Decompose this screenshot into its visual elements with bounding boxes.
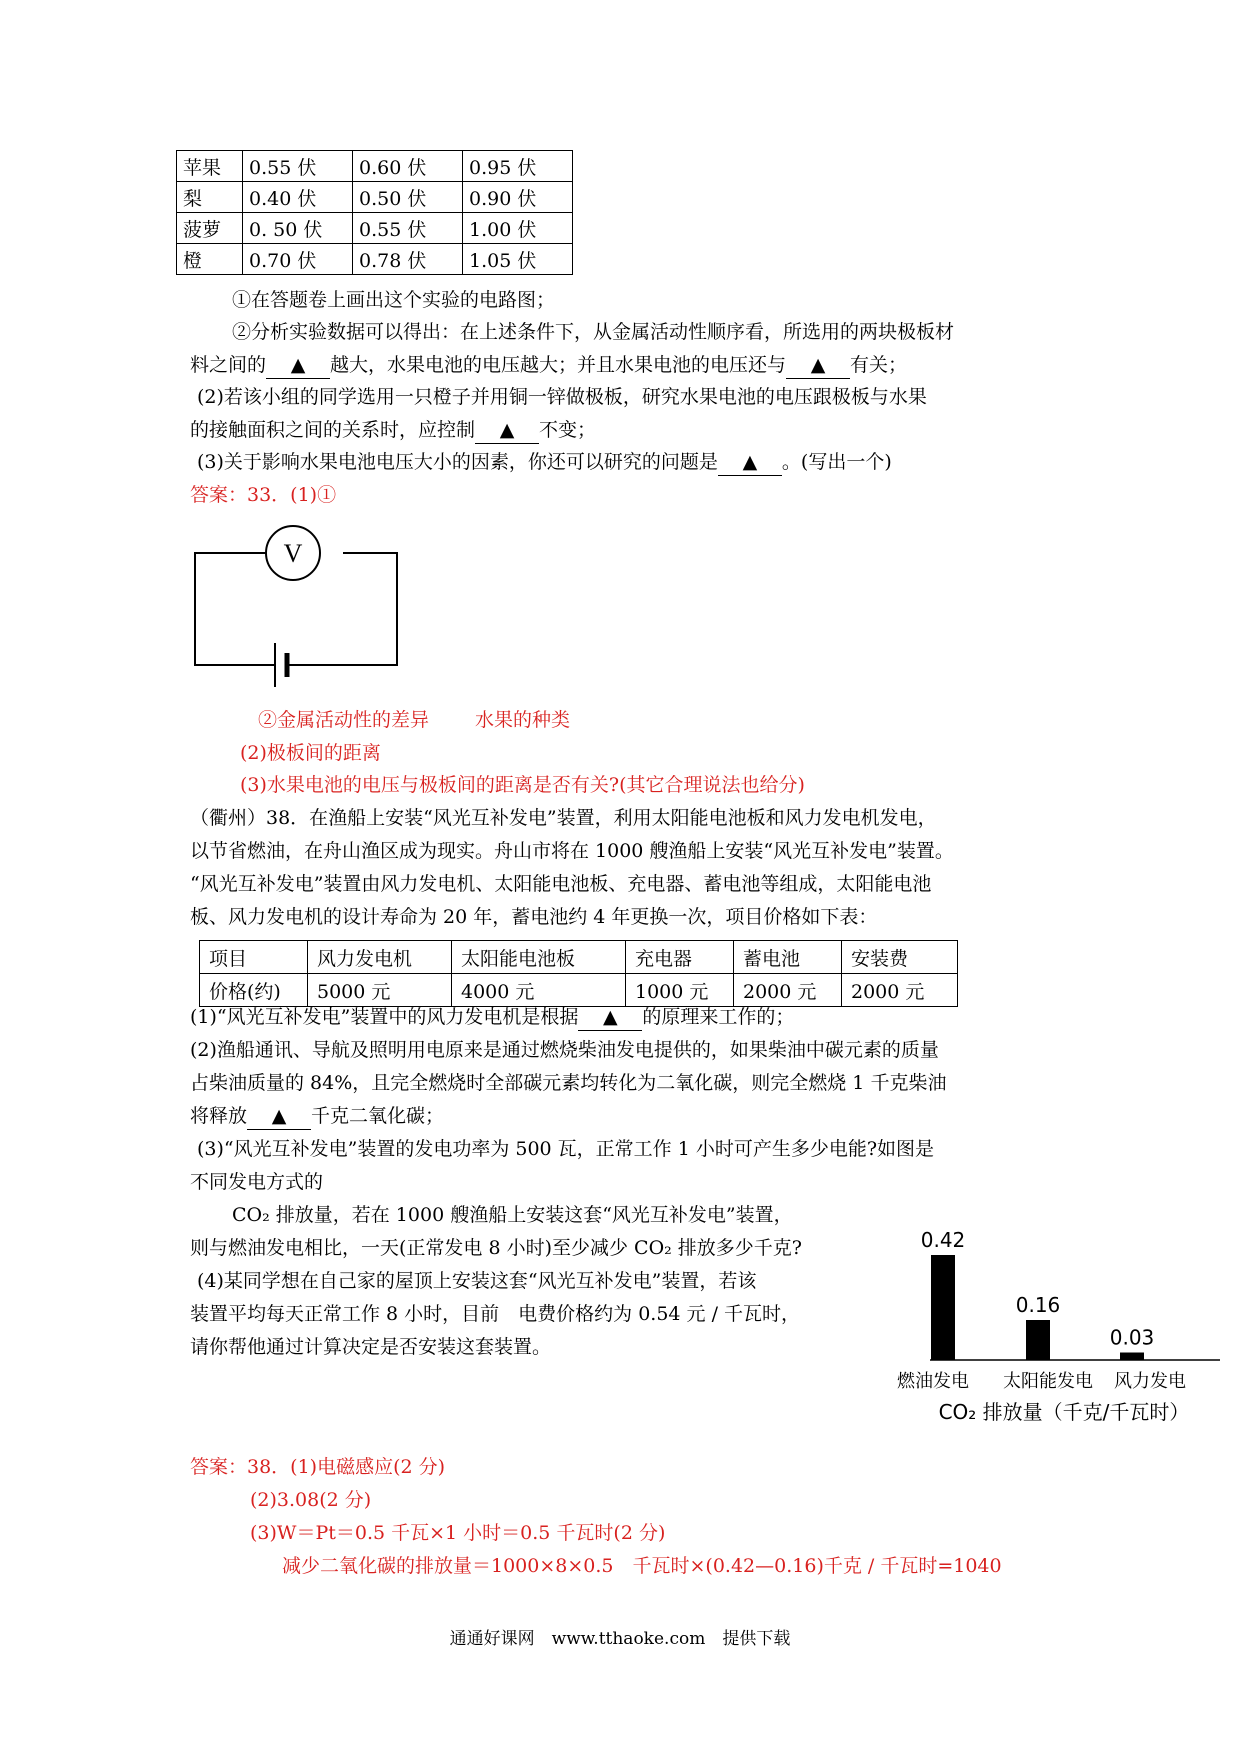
table-header-cell: 充电器 xyxy=(626,941,734,974)
chart-bar xyxy=(1120,1353,1144,1361)
table-header-cell: 蓄电池 xyxy=(734,941,842,974)
price-table-header xyxy=(200,941,958,974)
table-cell: 菠萝 xyxy=(177,213,243,244)
table-cell: 0.90 伏 xyxy=(463,182,573,213)
chart-data-label: 0.42 xyxy=(920,1228,966,1252)
table-cell: 0.60 伏 xyxy=(353,151,463,182)
q38-part2-line1: (2)渔船通讯、导航及照明用电原来是通过燃烧柴油发电提供的，如果柴油中碳元素的质量 xyxy=(190,1039,939,1061)
table-cell: 苹果 xyxy=(177,151,243,182)
answer-blank: ▲ xyxy=(475,417,539,444)
answer-33-part2: (2)极板间的距离 xyxy=(240,742,381,764)
table-cell: 2000 元 xyxy=(842,974,958,1007)
table-header-cell: 安装费 xyxy=(842,941,958,974)
voltage-table-row xyxy=(177,244,573,275)
chart-category-label: 风力发电 xyxy=(1114,1371,1186,1392)
answer-38-part1: 答案：38．(1)电磁感应(2 分) xyxy=(190,1456,446,1478)
table-cell: 2000 元 xyxy=(734,974,842,1007)
table-cell: 5000 元 xyxy=(308,974,452,1007)
answer-blank: ▲ xyxy=(247,1103,311,1130)
q38-part2-line3: 将释放 ▲ 千克二氧化碳； xyxy=(190,1103,444,1130)
voltage-table xyxy=(176,150,573,275)
table-cell: 0.95 伏 xyxy=(463,151,573,182)
answer-33-item2: ②金属活动性的差异 水果的种类 xyxy=(258,709,571,731)
voltage-table-row xyxy=(177,182,573,213)
q38-part4-line1: (4)某同学想在自己家的屋顶上安装这套“风光互补发电”装置，若该 xyxy=(197,1270,757,1292)
answer-blank: ▲ xyxy=(786,352,850,379)
answer-blank: ▲ xyxy=(266,352,330,379)
table-cell: 0.70 伏 xyxy=(243,244,353,275)
table-cell: 1.05 伏 xyxy=(463,244,573,275)
table-cell: 4000 元 xyxy=(452,974,626,1007)
battery-icon xyxy=(275,643,287,687)
chart-bar xyxy=(1026,1320,1050,1360)
table-cell: 1000 元 xyxy=(626,974,734,1007)
q33-item2-line1: ②分析实验数据可以得出：在上述条件下，从金属活动性顺序看，所选用的两块极板材 xyxy=(232,321,955,343)
table-cell: 0.40 伏 xyxy=(243,182,353,213)
answer-33-part3: (3)水果电池的电压与极板间的距离是否有关?(其它合理说法也给分) xyxy=(240,774,805,796)
footer-source: 通通好课网 www.tthaoke.com 提供下载 xyxy=(449,1629,791,1649)
chart-category-label: 太阳能发电 xyxy=(1003,1371,1093,1392)
q38-line3: “风光互补发电”装置由风力发电机、太阳能电池板、充电器、蓄电池等组成，太阳能电池 xyxy=(190,873,932,895)
chart-x-axis-label: CO₂ 排放量（千克/千瓦时） xyxy=(938,1400,1190,1424)
table-cell: 0.55 伏 xyxy=(243,151,353,182)
chart-category-label: 燃油发电 xyxy=(897,1371,969,1392)
q38-part2-line2: 占柴油质量的 84%，且完全燃烧时全部碳元素均转化为二氧化碳，则完全燃烧 1 千克柴油 xyxy=(190,1072,947,1094)
answer-38-part2: (2)3.08(2 分) xyxy=(250,1489,372,1511)
chart-bar xyxy=(931,1255,955,1360)
chart-data-label: 0.03 xyxy=(1109,1325,1155,1350)
voltmeter-icon xyxy=(266,526,320,580)
q38-line2: 以节省燃油，在舟山渔区成为现实。舟山市将在 1000 艘渔船上安装“风光互补发电”装置。 xyxy=(190,840,954,862)
co2-emission-chart xyxy=(890,1215,1230,1445)
table-cell: 橙 xyxy=(177,244,243,275)
svg-text:V: V xyxy=(283,539,303,568)
q38-part3-line2: 不同发电方式的 xyxy=(190,1171,324,1193)
chart-data-label: 0.16 xyxy=(1015,1293,1061,1317)
q38-part3-line4: 则与燃油发电相比，一天(正常发电 8 小时)至少减少 CO₂ 排放多少千克? xyxy=(190,1237,802,1259)
q33-item2-line2: 料之间的 ▲ 越大，水果电池的电压越大；并且水果电池的电压还与 ▲ 有关； xyxy=(190,352,907,379)
table-header-cell: 风力发电机 xyxy=(308,941,452,974)
table-cell: 梨 xyxy=(177,182,243,213)
circuit-diagram xyxy=(190,525,410,705)
q38-line4: 板、风力发电机的设计寿命为 20 年，蓄电池约 4 年更换一次，项目价格如下表： xyxy=(190,906,878,928)
q38-part1: (1)“风光互补发电”装置中的风力发电机是根据 ▲ 的原理来工作的； xyxy=(190,1004,794,1031)
table-cell: 价格(约) xyxy=(200,974,308,1007)
table-cell: 0.55 伏 xyxy=(353,213,463,244)
price-table-row xyxy=(200,974,958,1007)
q33-part2-line2: 的接触面积之间的关系时，应控制 ▲ 不变； xyxy=(190,417,596,444)
voltage-table-row xyxy=(177,213,573,244)
q33-item1: ①在答题卷上画出这个实验的电路图； xyxy=(232,289,556,311)
q33-part3: (3)关于影响水果电池电压大小的因素，你还可以研究的问题是 ▲ 。(写出一个) xyxy=(197,449,892,476)
q38-line1: （衢州）38．在渔船上安装“风光互补发电”装置，利用太阳能电池板和风力发电机发电， xyxy=(190,807,937,829)
answer-blank: ▲ xyxy=(718,449,782,476)
table-cell: 0.78 伏 xyxy=(353,244,463,275)
table-cell: 0. 50 伏 xyxy=(243,213,353,244)
table-cell: 1.00 伏 xyxy=(463,213,573,244)
answer-blank: ▲ xyxy=(578,1004,642,1031)
table-header-cell: 太阳能电池板 xyxy=(452,941,626,974)
voltage-table-row xyxy=(177,151,573,182)
price-table xyxy=(199,940,958,1007)
answer-38-part3: (3)W＝Pt＝0.5 千瓦×1 小时＝0.5 千瓦时(2 分) xyxy=(250,1522,666,1544)
q38-part4-line3: 请你帮他通过计算决定是否安装这套装置。 xyxy=(190,1336,552,1358)
answer-33-heading: 答案：33．(1)① xyxy=(190,484,337,506)
table-header-cell: 项目 xyxy=(200,941,308,974)
q38-part4-line2: 装置平均每天正常工作 8 小时，目前 电费价格约为 0.54 元 / 千瓦时， xyxy=(190,1303,801,1325)
q38-part3-line3: CO₂ 排放量，若在 1000 艘渔船上安装这套“风光互补发电”装置， xyxy=(232,1204,793,1226)
answer-38-part3-detail: 减少二氧化碳的排放量＝1000×8×0.5 千瓦时×(0.42—0.16)千克 / 千瓦时=1040 xyxy=(282,1555,1002,1577)
table-cell: 0.50 伏 xyxy=(353,182,463,213)
q33-part2-line1: (2)若该小组的同学选用一只橙子并用铜一锌做极板，研究水果电池的电压跟极板与水果 xyxy=(197,386,927,408)
q38-part3-line1: (3)“风光互补发电”装置的发电功率为 500 瓦，正常工作 1 小时可产生多少电能?如图是 xyxy=(197,1138,935,1160)
